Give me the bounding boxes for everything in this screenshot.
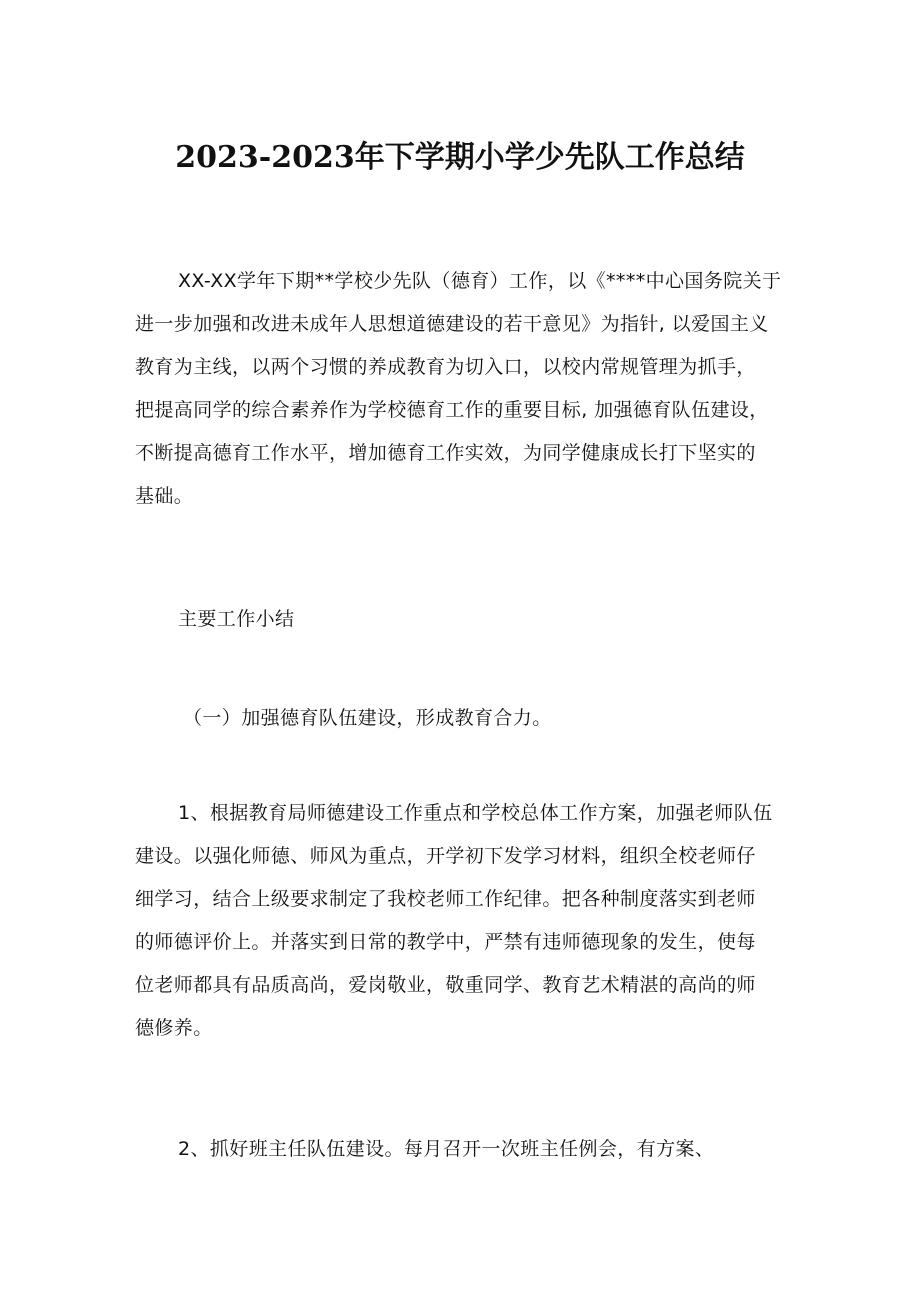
intro-line: 教育为主线，以两个习惯的养成教育为切入口，以校内常规管理为抓手， [135,356,756,378]
intro-line: 不断提高德育工作水平，增加德育工作实效，为同学健康成长打下坚实的 [135,442,756,464]
item2-paragraph [135,1128,795,1171]
intro-line: 进一步加强和改进未成年人思想道德建设的若干意见》为指针, 以爱国主义 [135,313,769,335]
section-heading: 主要工作小结 [178,608,295,630]
item1-line: 1、根据教育局师德建设工作重点和学校总体工作方案，加强老师队伍 [178,802,773,824]
item1-line: 德修养。 [135,1017,213,1039]
item1-line: 建设。以强化师德、师风为重点，开学初下发学习材料，组织全校老师仔 [135,845,756,867]
intro-paragraph [135,260,795,518]
intro-line: 把提高同学的综合素养作为学校德育工作的重要目标, 加强德育队伍建设， [135,399,769,421]
item1-line: 的师德评价上。并落实到日常的教学中，严禁有违师德现象的发生，使每 [135,931,756,953]
item1-paragraph [135,792,795,1050]
intro-line: 基础。 [135,485,194,507]
item2-line: 2、抓好班主任队伍建设。每月召开一次班主任例会，有方案、 [178,1138,715,1160]
intro-line: XX-XX学年下期**学校少先队（德育）工作，以《****中心国务院关于 [178,270,782,292]
subsection-heading: （一）加强德育队伍建设，形成教育合力。 [183,707,552,729]
item1-line: 细学习，结合上级要求制定了我校老师工作纪律。把各种制度落实到老师 [135,888,756,910]
document-title: 2023-2023年下学期小学少先队工作总结 [175,140,745,175]
item1-line: 位老师都具有品质高尚，爱岗敬业，敬重同学、教育艺术精湛的高尚的师 [135,974,756,996]
